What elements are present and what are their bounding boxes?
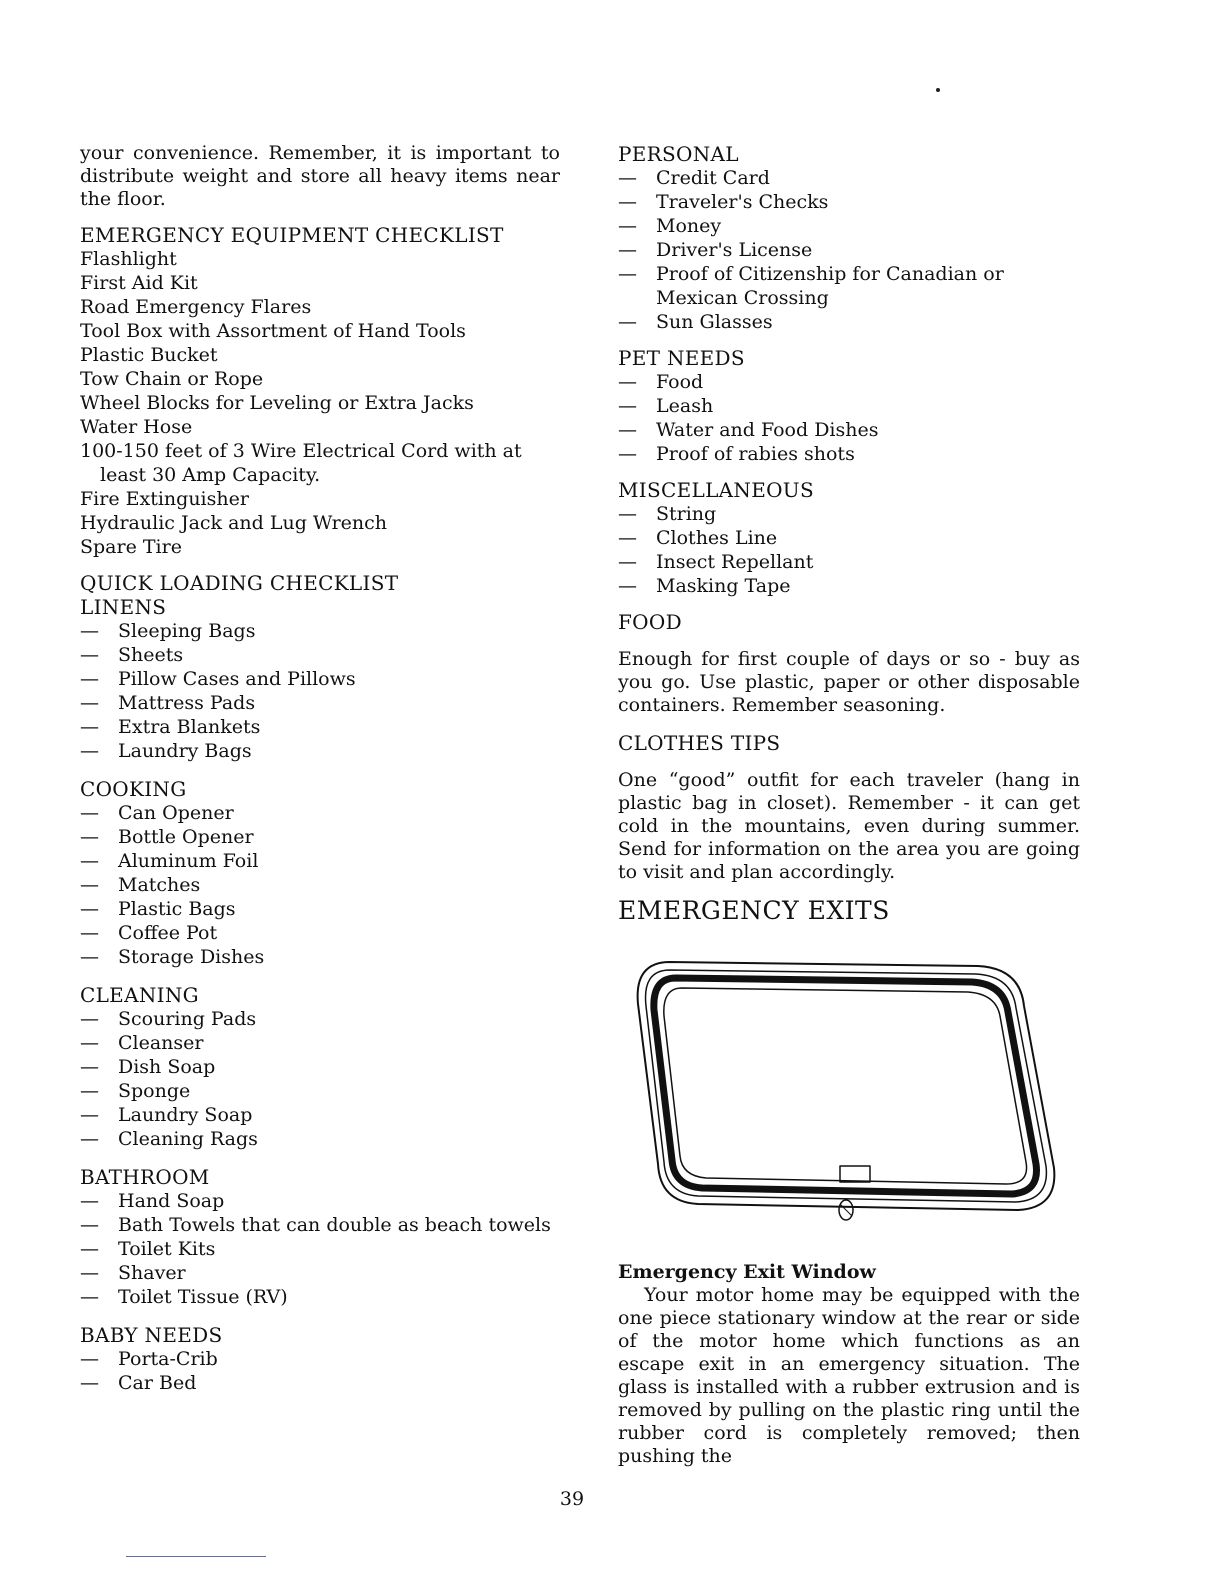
miscellaneous-heading: MISCELLANEOUS [618, 478, 814, 502]
list-item: — Proof of rabies shots [618, 442, 1080, 466]
list-item: — Scouring Pads [80, 1007, 560, 1031]
baby-needs-heading: BABY NEEDS [80, 1323, 223, 1347]
pet-needs-list [618, 370, 1080, 466]
list-item: — Porta-Crib [80, 1347, 560, 1371]
list-item: — Extra Blankets [80, 715, 560, 739]
list-item: Road Emergency Flares [80, 296, 312, 318]
list-item: — Sleeping Bags [80, 619, 560, 643]
list-item: — Bottle Opener [80, 825, 560, 849]
list-item: — String [618, 502, 1080, 526]
bathroom-list [80, 1189, 560, 1309]
list-item: — Pillow Cases and Pillows [80, 667, 560, 691]
right-column [618, 142, 1080, 1468]
cleaning-list [80, 1007, 560, 1151]
quick-loading-heading: QUICK LOADING CHECKLIST [80, 571, 399, 595]
list-item: — Water and Food Dishes [618, 418, 1080, 442]
list-item: — Laundry Soap [80, 1103, 560, 1127]
list-item: — Masking Tape [618, 574, 1080, 598]
list-item: First Aid Kit [80, 272, 198, 294]
list-item: — Cleaning Rags [80, 1127, 560, 1151]
list-item: — Matches [80, 873, 560, 897]
list-item: — Proof of Citizenship for Canadian or Mexican Crossing [618, 262, 1080, 310]
list-item: — Cleanser [80, 1031, 560, 1055]
list-item: — Credit Card [618, 166, 1080, 190]
list-item: Spare Tire [80, 536, 182, 558]
stray-mark [936, 88, 940, 92]
cooking-list [80, 801, 560, 969]
list-item: — Sponge [80, 1079, 560, 1103]
list-item: — Car Bed [80, 1371, 560, 1395]
list-item: — Sheets [80, 643, 560, 667]
list-item: — Food [618, 370, 1080, 394]
list-item: — Toilet Tissue (RV) [80, 1285, 560, 1309]
emergency-exits-heading: EMERGENCY EXITS [618, 896, 890, 925]
emergency-exit-window-illustration [618, 942, 1080, 1252]
list-item: — Bath Towels that can double as beach towels [80, 1213, 560, 1237]
emergency-equipment-list [80, 247, 560, 559]
list-item: Hydraulic Jack and Lug Wrench [80, 512, 388, 534]
baby-needs-list [80, 1347, 560, 1395]
linens-list [80, 619, 560, 763]
list-item: — Mattress Pads [80, 691, 560, 715]
cleaning-heading: CLEANING [80, 983, 199, 1007]
personal-list [618, 166, 1080, 334]
list-item: — Storage Dishes [80, 945, 560, 969]
emergency-equipment-heading: EMERGENCY EQUIPMENT CHECKLIST [80, 223, 504, 247]
list-item: Flashlight [80, 248, 177, 270]
list-item: — Money [618, 214, 1080, 238]
list-item: — Aluminum Foil [80, 849, 560, 873]
list-item: — Dish Soap [80, 1055, 560, 1079]
list-item: Water Hose [80, 416, 193, 438]
list-item: — Hand Soap [80, 1189, 560, 1213]
list-item: Fire Extinguisher [80, 488, 249, 510]
list-item: — Traveler's Checks [618, 190, 1080, 214]
list-item: — Can Opener [80, 801, 560, 825]
pet-needs-heading: PET NEEDS [618, 346, 745, 370]
linens-heading: LINENS [80, 595, 167, 619]
emergency-exit-window-subtitle: Emergency Exit Window [618, 1261, 876, 1283]
page-number: 39 [559, 1488, 585, 1510]
list-item: — Clothes Line [618, 526, 1080, 550]
list-item: Tool Box with Assortment of Hand Tools [80, 320, 466, 342]
food-heading: FOOD [618, 610, 682, 634]
emergency-exit-paragraph: Your motor home may be equipped with the one piece stationary window at the rear or side of the motor home which functions as an escape exit in an emergency situation. The glass is installed with a rubber extrusion and is removed by pulling on the plastic ring until the rubber cord is completely removed; then pushing the [618, 1284, 1080, 1467]
list-item: — Coffee Pot [80, 921, 560, 945]
list-item: — Insect Repellant [618, 550, 1080, 574]
list-item: — Shaver [80, 1261, 560, 1285]
list-item: — Sun Glasses [618, 310, 1080, 334]
clothes-tips-paragraph: One “good” outfit for each traveler (hang in plastic bag in closet). Remember - it can get cold in the mountains, even during summer. Send for information on the area you are going to visit and plan accordingly. [618, 769, 1080, 883]
personal-heading: PERSONAL [618, 142, 739, 166]
list-item: 100-150 feet of 3 Wire Electrical Cord with at least 30 Amp Capacity. [80, 440, 522, 486]
bathroom-heading: BATHROOM [80, 1165, 210, 1189]
list-item: Tow Chain or Rope [80, 368, 264, 390]
cooking-heading: COOKING [80, 777, 187, 801]
miscellaneous-list [618, 502, 1080, 598]
list-item: — Toilet Kits [80, 1237, 560, 1261]
clothes-tips-heading: CLOTHES TIPS [618, 731, 781, 755]
list-item: Plastic Bucket [80, 344, 218, 366]
intro-paragraph: your convenience. Remember, it is important to distribute weight and store all heavy items near the floor. [80, 142, 560, 210]
footer-rule [126, 1556, 266, 1557]
list-item: — Driver's License [618, 238, 1080, 262]
list-item: — Laundry Bags [80, 739, 560, 763]
left-column [80, 142, 560, 1395]
list-item: Wheel Blocks for Leveling or Extra Jacks [80, 392, 474, 414]
list-item: — Plastic Bags [80, 897, 560, 921]
food-paragraph: Enough for first couple of days or so - buy as you go. Use plastic, paper or other disposable containers. Remember seasoning. [618, 648, 1080, 716]
list-item: — Leash [618, 394, 1080, 418]
